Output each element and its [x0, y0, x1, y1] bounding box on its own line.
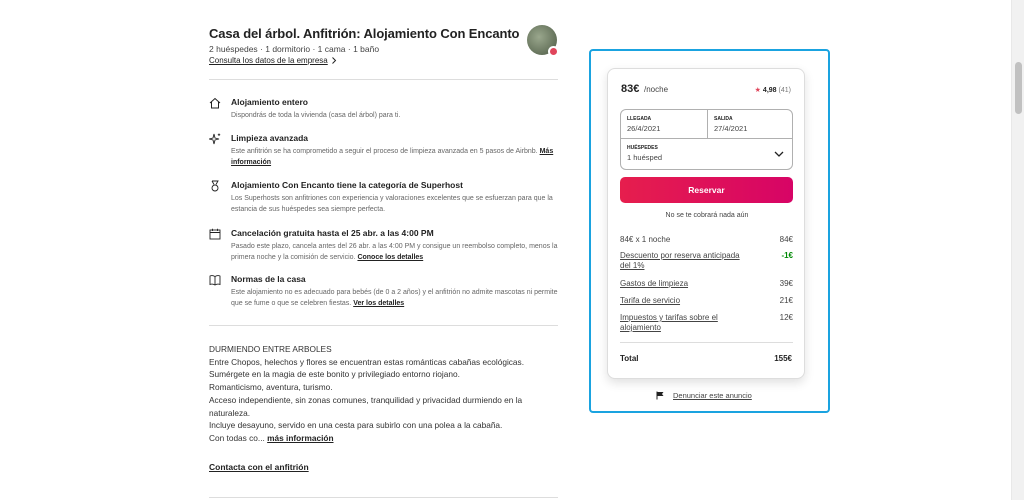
listing-header [209, 20, 558, 80]
checkin-label: LLEGADA [627, 116, 652, 122]
home-icon [209, 97, 221, 109]
guests-value: 1 huésped [627, 153, 663, 162]
section-divider [209, 497, 558, 498]
rating-summary[interactable] [755, 86, 791, 94]
feature-title: Normas de la casa [231, 274, 306, 284]
date-guest-picker [620, 109, 793, 170]
total-value: 155€ [774, 354, 792, 363]
listing-subtitle: 2 huéspedes · 1 dormitorio · 1 cama · 1 baño [209, 44, 380, 54]
feature-title: Alojamiento entero [231, 97, 308, 107]
sparkle-icon [209, 133, 221, 145]
more-description-link[interactable]: más información [267, 432, 334, 443]
feature-desc: Los Superhosts son anfitriones con experiencia y valoraciones excelentes que se esfuerzan para que la estancia de sus huéspedes sea siempre perfecta. [231, 195, 553, 213]
fee-value: 84€ [779, 235, 793, 244]
star-icon: ★ [754, 87, 761, 94]
page-scrollbar[interactable] [1011, 0, 1024, 500]
checkout-field[interactable] [708, 110, 794, 138]
price-unit: /noche [644, 85, 669, 94]
booking-card [607, 68, 805, 379]
report-listing-label: Denunciar este anuncio [673, 391, 752, 400]
medal-icon [209, 180, 221, 192]
feature-title: Limpieza avanzada [231, 133, 309, 143]
feature-title: Cancelación gratuita hasta el 25 abr. a las 4:00 PM [231, 228, 434, 238]
checkout-label: SALIDA [714, 116, 733, 122]
checkout-value: 27/4/2021 [714, 124, 748, 133]
guests-label: HUÉSPEDES [627, 145, 658, 151]
company-info-link[interactable] [209, 56, 337, 65]
total-label: Total [620, 354, 639, 363]
reserve-button[interactable]: Reservar [620, 177, 793, 203]
description-line: DURMIENDO ENTRE ARBOLES [209, 344, 332, 354]
fee-label[interactable]: Impuestos y tarifas sobre el alojamiento [620, 313, 718, 332]
description-line: Romanticismo, aventura, turismo. [209, 382, 333, 393]
superhost-badge-icon [548, 46, 559, 57]
nightly-price: 83€ [621, 83, 640, 95]
feature-title: Alojamiento Con Encanto tiene la categoría de Superhost [231, 180, 463, 190]
description-line: Incluye desayuno, servido en una cesta para subirlo con una polea a la cabaña. [209, 420, 503, 431]
company-info-link-label: Consulta los datos de la empresa [209, 56, 328, 65]
fee-label[interactable]: Descuento por reserva anticipada del 1% [620, 251, 740, 270]
more-info-link[interactable]: Más información [231, 148, 554, 166]
rating-value: 4,98 [762, 86, 777, 94]
host-avatar[interactable] [527, 25, 557, 55]
fee-value: -1€ [781, 251, 793, 260]
scrollbar-thumb[interactable] [1015, 62, 1022, 114]
description-line: Entre Chopos, helechos y flores se encuentran estas románticas cabañas ecológicas. [209, 356, 524, 367]
cancellation-details-link[interactable]: Conoce los detalles [357, 254, 424, 261]
book-icon [209, 274, 221, 286]
checkin-value: 26/4/2021 [627, 124, 661, 133]
total-divider [620, 342, 793, 343]
feature-desc: Este anfitrión se ha comprometido a seguir el proceso de limpieza avanzada en 5 pasos de Airbnb. Más información [231, 148, 554, 166]
description-line: Sumérgete en la magia de este bonito y privilegiado entorno riojano. [209, 369, 460, 380]
fee-label[interactable]: Gastos de limpieza [620, 279, 689, 288]
fee-value: 21€ [779, 296, 793, 305]
section-divider [209, 79, 558, 80]
no-charge-note: No se te cobrará nada aún [665, 212, 749, 219]
description-line: Acceso independiente, sin zonas comunes, tranquilidad y privacidad durmiendo en la [209, 394, 523, 405]
listing-title: Casa del árbol. Anfitrión: Alojamiento Con Encanto [209, 26, 520, 41]
guests-field[interactable] [621, 139, 792, 170]
chevron-right-icon [331, 57, 337, 64]
fee-value: 12€ [779, 313, 793, 322]
fee-value: 39€ [779, 279, 793, 288]
section-divider [209, 325, 558, 326]
fee-label[interactable]: Tarifa de servicio [620, 296, 681, 305]
rules-details-link[interactable]: Ver los detalles [353, 300, 405, 307]
feature-desc: Pasado este plazo, cancela antes del 26 abr. a las 4:00 PM y consigue un reembolso completo, menos la primera noche y la comisión de servicio. Conoce los detalles [231, 243, 558, 261]
fee-label: 84€ x 1 noche [620, 235, 671, 244]
listing-description [209, 343, 558, 445]
report-listing-link[interactable] [656, 391, 752, 400]
description-line: naturaleza. [209, 407, 251, 418]
chevron-down-icon [774, 149, 784, 159]
feature-desc: Este alojamiento no es adecuado para bebés (de 0 a 2 años) y el anfitrión no admite mascotas ni permite que se fume o que se celebren fiestas. Ver los detalles [231, 289, 558, 307]
review-count: (41) [778, 86, 791, 94]
description-line: Con todas co... más información [209, 432, 334, 443]
checkin-field[interactable] [621, 110, 707, 138]
calendar-icon [209, 228, 221, 240]
flag-icon [656, 391, 665, 400]
feature-desc: Dispondrás de toda la vivienda (casa del árbol) para ti. [231, 112, 401, 119]
contact-host-link[interactable]: Contacta con el anfitrión [209, 462, 309, 472]
